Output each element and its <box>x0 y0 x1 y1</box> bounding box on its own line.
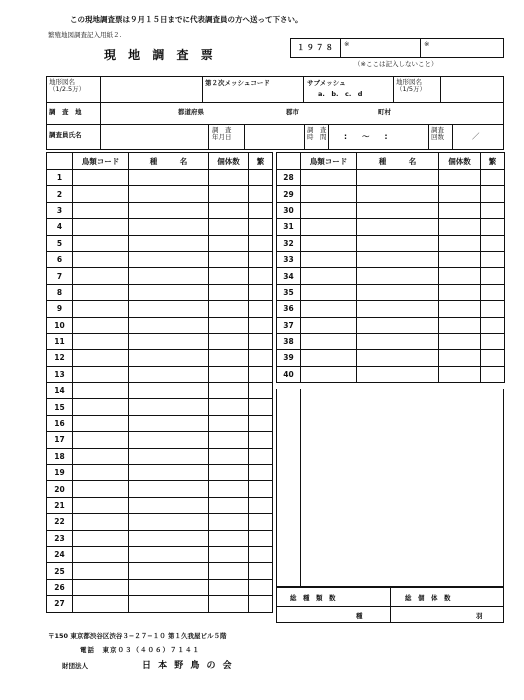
town-label: 町村 <box>378 108 391 116</box>
bird-code-cell[interactable] <box>73 596 129 612</box>
right-table-row <box>277 251 505 267</box>
breeding-cell[interactable] <box>249 399 273 415</box>
breeding-cell[interactable] <box>249 432 273 448</box>
left-table-row <box>47 317 273 333</box>
left-table-row <box>47 284 273 300</box>
row-number: 10 <box>47 317 73 333</box>
right-table-row <box>277 333 505 349</box>
right-table-row <box>277 219 505 235</box>
species-name-cell[interactable] <box>357 268 439 284</box>
count-cell[interactable] <box>209 530 249 546</box>
row-number: 12 <box>47 350 73 366</box>
row-number: 31 <box>277 219 301 235</box>
count-cell[interactable] <box>209 546 249 562</box>
right-header-species: 種 名 <box>357 153 439 170</box>
species-name-cell[interactable] <box>357 366 439 382</box>
total-individuals-label: 総 個 体 数 <box>405 594 451 602</box>
prefecture-label: 都道府県 <box>178 108 204 116</box>
bird-code-cell[interactable] <box>301 284 357 300</box>
breeding-cell[interactable] <box>481 202 505 218</box>
left-table-row <box>47 481 273 497</box>
row-number: 39 <box>277 350 301 366</box>
breeding-cell[interactable] <box>481 333 505 349</box>
right-table-row <box>277 350 505 366</box>
right-species-table <box>276 152 505 383</box>
breeding-cell[interactable] <box>249 333 273 349</box>
count-cell[interactable] <box>209 284 249 300</box>
bird-code-cell[interactable] <box>301 170 357 186</box>
right-table-row <box>277 268 505 284</box>
count-cell[interactable] <box>209 219 249 235</box>
bird-code-cell[interactable] <box>73 383 129 399</box>
bird-code-cell[interactable] <box>301 235 357 251</box>
map-name-50k-label: 地形図名 （1/5万） <box>396 78 426 94</box>
left-table-row <box>47 235 273 251</box>
species-name-cell[interactable] <box>129 399 209 415</box>
bird-code-cell[interactable] <box>73 563 129 579</box>
right-table-row <box>277 366 505 382</box>
species-name-cell[interactable] <box>357 301 439 317</box>
species-name-cell[interactable] <box>129 596 209 612</box>
survey-time-label: 調 査 時 間 <box>307 126 327 142</box>
count-cell[interactable] <box>209 383 249 399</box>
left-table-row <box>47 596 273 612</box>
breeding-cell[interactable] <box>249 202 273 218</box>
bird-code-cell[interactable] <box>73 465 129 481</box>
count-cell[interactable] <box>209 186 249 202</box>
count-cell[interactable] <box>209 579 249 595</box>
breeding-cell[interactable] <box>249 317 273 333</box>
row-number: 4 <box>47 219 73 235</box>
row-number: 16 <box>47 415 73 431</box>
bird-code-cell[interactable] <box>73 317 129 333</box>
row-number: 34 <box>277 268 301 284</box>
species-name-cell[interactable] <box>129 170 209 186</box>
bird-code-cell[interactable] <box>73 219 129 235</box>
species-name-cell[interactable] <box>129 497 209 513</box>
species-name-cell[interactable] <box>129 284 209 300</box>
left-table-row <box>47 530 273 546</box>
bird-code-cell[interactable] <box>73 235 129 251</box>
left-table-row <box>47 268 273 284</box>
submission-notice: この現地調査票は９月１５日までに代表調査員の方へ送って下さい。 <box>70 15 303 24</box>
row-number: 26 <box>47 579 73 595</box>
breeding-cell[interactable] <box>249 366 273 382</box>
survey-time-separator: : ～ : <box>344 132 388 141</box>
left-table-row <box>47 350 273 366</box>
species-name-cell[interactable] <box>129 415 209 431</box>
right-blank-area <box>276 389 504 587</box>
left-table-row <box>47 432 273 448</box>
breeding-cell[interactable] <box>249 383 273 399</box>
office-mark-2: ※ <box>424 40 430 48</box>
bird-code-cell[interactable] <box>73 268 129 284</box>
left-table-row <box>47 301 273 317</box>
survey-site-label: 調 査 地 <box>49 108 82 116</box>
breeding-cell[interactable] <box>249 301 273 317</box>
submesh-options: a. b. c. d <box>318 90 363 98</box>
breeding-cell[interactable] <box>249 465 273 481</box>
count-cell[interactable] <box>209 563 249 579</box>
row-number: 8 <box>47 284 73 300</box>
count-cell[interactable] <box>439 235 481 251</box>
row-number: 35 <box>277 284 301 300</box>
survey-date-label: 調 査 年月日 <box>212 126 232 142</box>
left-table-row <box>47 186 273 202</box>
row-number: 2 <box>47 186 73 202</box>
species-name-cell[interactable] <box>129 448 209 464</box>
count-cell[interactable] <box>209 497 249 513</box>
breeding-cell[interactable] <box>481 186 505 202</box>
bird-code-cell[interactable] <box>73 481 129 497</box>
row-number: 23 <box>47 530 73 546</box>
right-table-row <box>277 235 505 251</box>
breeding-cell[interactable] <box>481 219 505 235</box>
office-use-note: （※ここは記入しないこと） <box>354 60 438 68</box>
bird-code-cell[interactable] <box>301 268 357 284</box>
breeding-cell[interactable] <box>249 546 273 562</box>
left-table-row <box>47 170 273 186</box>
count-cell[interactable] <box>209 317 249 333</box>
breeding-cell[interactable] <box>249 186 273 202</box>
count-cell[interactable] <box>439 301 481 317</box>
submesh-label: サブメッシュ <box>307 79 346 87</box>
species-name-cell[interactable] <box>129 383 209 399</box>
bird-code-cell[interactable] <box>73 432 129 448</box>
surveyor-label: 調査員氏名 <box>49 131 82 139</box>
count-cell[interactable] <box>209 415 249 431</box>
row-number: 13 <box>47 366 73 382</box>
right-table-row <box>277 317 505 333</box>
left-table-row <box>47 465 273 481</box>
row-number: 30 <box>277 202 301 218</box>
individuals-unit: 羽 <box>476 612 483 620</box>
row-number: 32 <box>277 235 301 251</box>
species-name-cell[interactable] <box>357 333 439 349</box>
bird-code-cell[interactable] <box>73 448 129 464</box>
count-cell[interactable] <box>439 350 481 366</box>
left-table-row <box>47 448 273 464</box>
count-cell[interactable] <box>439 251 481 267</box>
left-header-count: 個体数 <box>209 153 249 170</box>
left-header-breed: 繁 <box>249 153 273 170</box>
species-name-cell[interactable] <box>129 268 209 284</box>
row-number: 36 <box>277 301 301 317</box>
count-cell[interactable] <box>439 202 481 218</box>
mesh2-label: 第２次メッシュコード <box>205 79 270 87</box>
row-number: 28 <box>277 170 301 186</box>
row-number: 22 <box>47 514 73 530</box>
bird-code-cell[interactable] <box>301 301 357 317</box>
footer-phone: 電話 東京０３（４０６）７１４１ <box>80 646 200 654</box>
left-table-row <box>47 366 273 382</box>
left-table-row <box>47 415 273 431</box>
species-name-cell[interactable] <box>129 432 209 448</box>
count-cell[interactable] <box>209 481 249 497</box>
bird-code-cell[interactable] <box>73 251 129 267</box>
count-cell[interactable] <box>439 219 481 235</box>
row-number: 9 <box>47 301 73 317</box>
species-name-cell[interactable] <box>129 301 209 317</box>
left-table-row <box>47 579 273 595</box>
species-unit: 種 <box>356 612 363 620</box>
bird-code-cell[interactable] <box>73 399 129 415</box>
breeding-cell[interactable] <box>249 579 273 595</box>
row-number: 38 <box>277 333 301 349</box>
right-table-row <box>277 170 505 186</box>
bird-code-cell[interactable] <box>73 301 129 317</box>
count-cell[interactable] <box>209 432 249 448</box>
row-number: 5 <box>47 235 73 251</box>
species-name-cell[interactable] <box>357 202 439 218</box>
bird-code-cell[interactable] <box>73 170 129 186</box>
count-cell[interactable] <box>209 268 249 284</box>
footer-org-prefix: 財団法人 <box>62 662 88 670</box>
species-name-cell[interactable] <box>129 186 209 202</box>
row-number: 37 <box>277 317 301 333</box>
count-cell[interactable] <box>209 350 249 366</box>
breeding-cell[interactable] <box>249 170 273 186</box>
bird-code-cell[interactable] <box>73 530 129 546</box>
bird-code-cell[interactable] <box>73 186 129 202</box>
left-table-row <box>47 219 273 235</box>
breeding-cell[interactable] <box>249 481 273 497</box>
bird-code-cell[interactable] <box>73 514 129 530</box>
bird-code-cell[interactable] <box>73 579 129 595</box>
breeding-cell[interactable] <box>481 235 505 251</box>
bird-code-cell[interactable] <box>301 251 357 267</box>
species-name-cell[interactable] <box>129 317 209 333</box>
bird-code-cell[interactable] <box>73 350 129 366</box>
row-number: 21 <box>47 497 73 513</box>
species-name-cell[interactable] <box>129 481 209 497</box>
species-name-cell[interactable] <box>357 219 439 235</box>
breeding-cell[interactable] <box>249 251 273 267</box>
count-cell[interactable] <box>439 284 481 300</box>
footer-org-name: 日 本 野 鳥 の 会 <box>142 661 234 671</box>
species-name-cell[interactable] <box>129 219 209 235</box>
species-name-cell[interactable] <box>129 530 209 546</box>
row-number: 1 <box>47 170 73 186</box>
bird-code-cell[interactable] <box>301 366 357 382</box>
breeding-cell[interactable] <box>481 350 505 366</box>
total-species-label: 総 種 類 数 <box>290 594 336 602</box>
left-species-table <box>46 152 273 613</box>
row-number: 29 <box>277 186 301 202</box>
right-table-row <box>277 202 505 218</box>
right-header-breed: 繁 <box>481 153 505 170</box>
breeding-cell[interactable] <box>481 170 505 186</box>
row-number: 27 <box>47 596 73 612</box>
left-table-row <box>47 251 273 267</box>
count-cell[interactable] <box>209 448 249 464</box>
right-header-code: 鳥類コード <box>301 153 357 170</box>
species-name-cell[interactable] <box>129 563 209 579</box>
species-name-cell[interactable] <box>357 284 439 300</box>
row-number: 14 <box>47 383 73 399</box>
row-number: 24 <box>47 546 73 562</box>
left-header-species: 種 名 <box>129 153 209 170</box>
species-name-cell[interactable] <box>357 251 439 267</box>
species-name-cell[interactable] <box>129 235 209 251</box>
species-name-cell[interactable] <box>129 465 209 481</box>
breeding-cell[interactable] <box>249 563 273 579</box>
right-table-row <box>277 284 505 300</box>
count-cell[interactable] <box>439 366 481 382</box>
survey-count-label: 調査 回数 <box>431 126 444 142</box>
count-cell[interactable] <box>439 186 481 202</box>
breeding-cell[interactable] <box>249 514 273 530</box>
bird-code-cell[interactable] <box>73 415 129 431</box>
bird-code-cell[interactable] <box>73 546 129 562</box>
row-number: 40 <box>277 366 301 382</box>
breeding-cell[interactable] <box>481 284 505 300</box>
footer-address: 〒150 東京都渋谷区渋谷３−２７−１０ 第１久我屋ビル５階 <box>48 632 227 640</box>
left-table-row <box>47 546 273 562</box>
species-name-cell[interactable] <box>129 333 209 349</box>
row-number: 17 <box>47 432 73 448</box>
left-table-row <box>47 497 273 513</box>
species-name-cell[interactable] <box>129 350 209 366</box>
count-cell[interactable] <box>209 251 249 267</box>
breeding-cell[interactable] <box>249 497 273 513</box>
right-table-row <box>277 301 505 317</box>
breeding-cell[interactable] <box>249 350 273 366</box>
breeding-cell[interactable] <box>249 284 273 300</box>
breeding-cell[interactable] <box>249 415 273 431</box>
count-cell[interactable] <box>439 333 481 349</box>
breeding-cell[interactable] <box>481 317 505 333</box>
count-cell[interactable] <box>209 465 249 481</box>
left-table-row <box>47 399 273 415</box>
row-number: 33 <box>277 251 301 267</box>
species-name-cell[interactable] <box>357 186 439 202</box>
species-name-cell[interactable] <box>129 202 209 218</box>
count-cell[interactable] <box>209 514 249 530</box>
breeding-cell[interactable] <box>481 301 505 317</box>
species-name-cell[interactable] <box>129 546 209 562</box>
form-label: 繁殖地図調査記入用紙２. <box>48 31 122 39</box>
left-table-row <box>47 383 273 399</box>
row-number: 3 <box>47 202 73 218</box>
right-table-row <box>277 186 505 202</box>
species-name-cell[interactable] <box>129 579 209 595</box>
bird-code-cell[interactable] <box>301 202 357 218</box>
left-table-row <box>47 514 273 530</box>
bird-code-cell[interactable] <box>301 219 357 235</box>
breeding-cell[interactable] <box>481 268 505 284</box>
count-cell[interactable] <box>439 268 481 284</box>
breeding-cell[interactable] <box>249 530 273 546</box>
breeding-cell[interactable] <box>249 448 273 464</box>
row-number: 11 <box>47 333 73 349</box>
breeding-cell[interactable] <box>249 268 273 284</box>
bird-code-cell[interactable] <box>301 333 357 349</box>
bird-code-cell[interactable] <box>301 317 357 333</box>
count-cell[interactable] <box>209 399 249 415</box>
row-number: 15 <box>47 399 73 415</box>
count-cell[interactable] <box>209 202 249 218</box>
count-cell[interactable] <box>209 596 249 612</box>
breeding-cell[interactable] <box>249 596 273 612</box>
species-name-cell[interactable] <box>357 350 439 366</box>
row-number: 6 <box>47 251 73 267</box>
bird-code-cell[interactable] <box>73 366 129 382</box>
breeding-cell[interactable] <box>249 235 273 251</box>
row-number: 7 <box>47 268 73 284</box>
count-cell[interactable] <box>209 301 249 317</box>
row-number: 20 <box>47 481 73 497</box>
breeding-cell[interactable] <box>481 366 505 382</box>
left-table-row <box>47 333 273 349</box>
species-name-cell[interactable] <box>357 235 439 251</box>
left-header-code: 鳥類コード <box>73 153 129 170</box>
count-cell[interactable] <box>209 170 249 186</box>
bird-code-cell[interactable] <box>301 350 357 366</box>
species-name-cell[interactable] <box>129 514 209 530</box>
count-cell[interactable] <box>439 317 481 333</box>
survey-count-separator: ／ <box>472 132 480 141</box>
city-label: 郡市 <box>286 108 299 116</box>
count-cell[interactable] <box>439 170 481 186</box>
bird-code-cell[interactable] <box>73 333 129 349</box>
row-number: 25 <box>47 563 73 579</box>
year-value: １９７８ <box>297 43 335 52</box>
breeding-cell[interactable] <box>481 251 505 267</box>
species-name-cell[interactable] <box>357 170 439 186</box>
office-mark-1: ※ <box>344 40 350 48</box>
map-name-25k-label: 地形図名 （1/2.5万） <box>49 78 86 94</box>
row-number: 18 <box>47 448 73 464</box>
page-title: 現 地 調 査 票 <box>104 48 217 62</box>
bird-code-cell[interactable] <box>73 202 129 218</box>
count-cell[interactable] <box>209 333 249 349</box>
bird-code-cell[interactable] <box>301 186 357 202</box>
bird-code-cell[interactable] <box>73 497 129 513</box>
species-name-cell[interactable] <box>357 317 439 333</box>
count-cell[interactable] <box>209 235 249 251</box>
left-table-row <box>47 202 273 218</box>
count-cell[interactable] <box>209 366 249 382</box>
bird-code-cell[interactable] <box>73 284 129 300</box>
row-number: 19 <box>47 465 73 481</box>
species-name-cell[interactable] <box>129 366 209 382</box>
right-header-count: 個体数 <box>439 153 481 170</box>
left-table-row <box>47 563 273 579</box>
species-name-cell[interactable] <box>129 251 209 267</box>
breeding-cell[interactable] <box>249 219 273 235</box>
